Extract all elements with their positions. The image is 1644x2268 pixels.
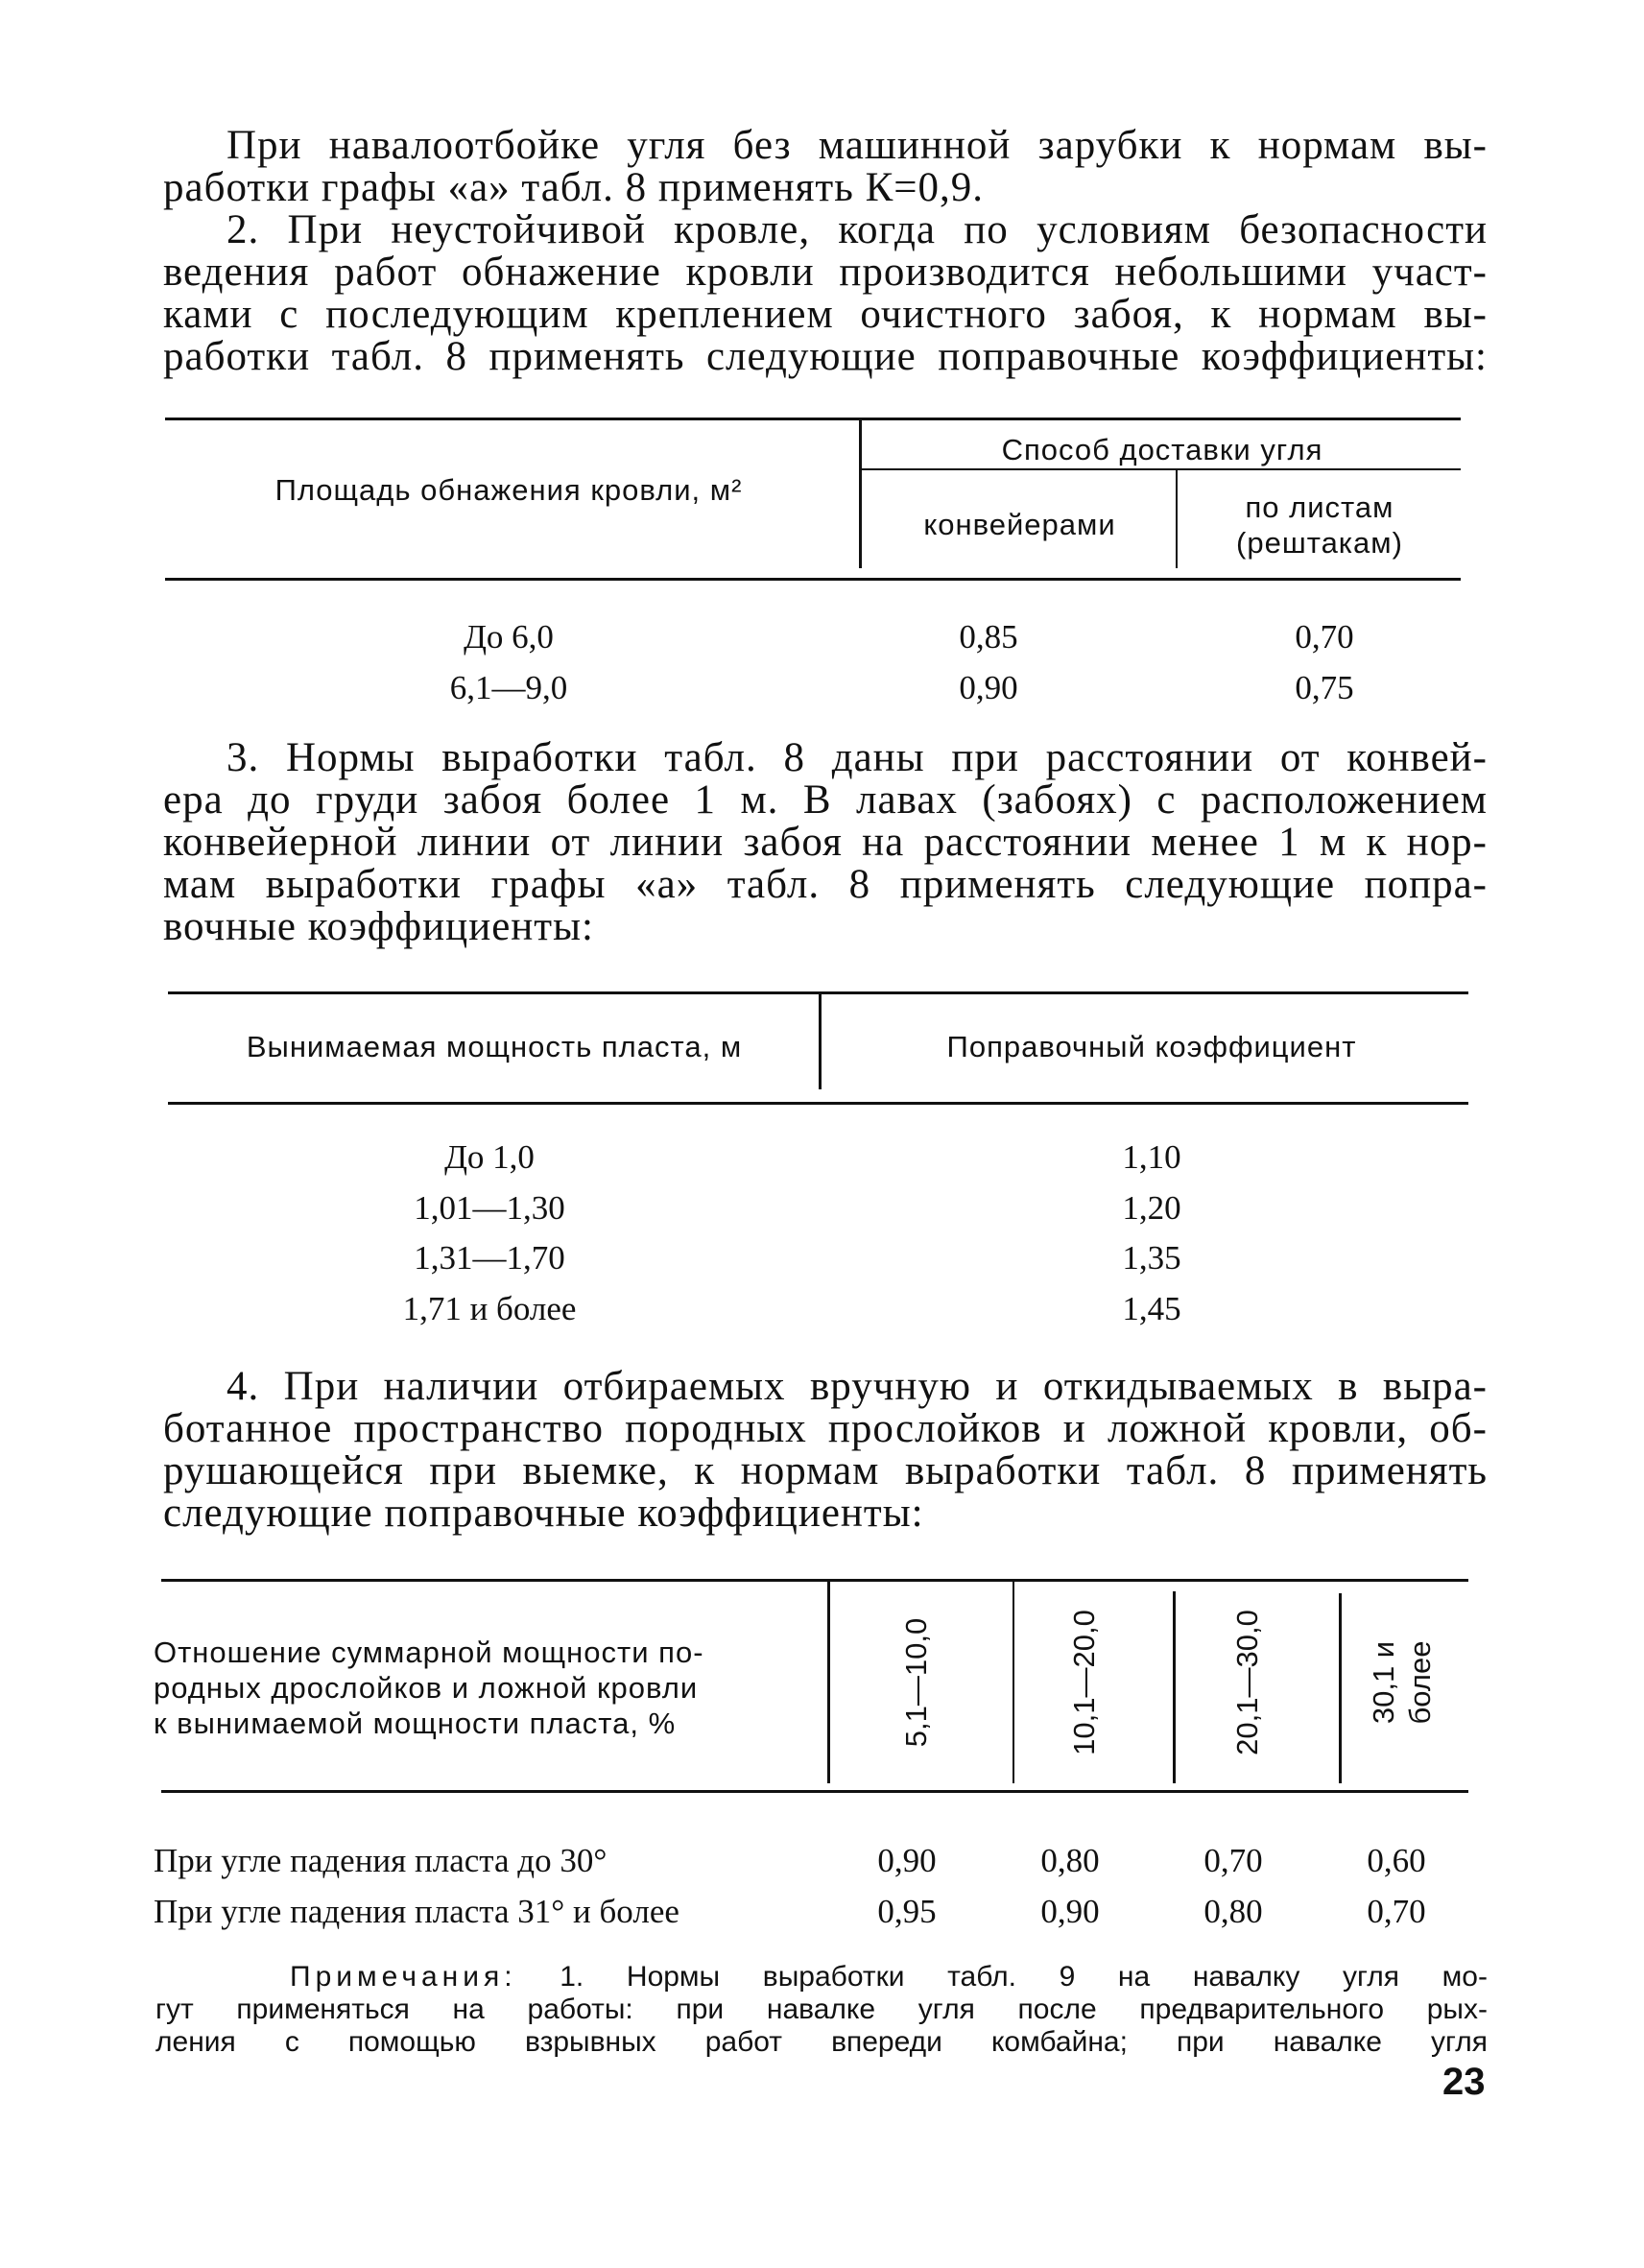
row-value: 0,90 [877, 1842, 937, 1879]
row-value: 1,45 [1122, 1290, 1181, 1327]
header-line: Отношение суммарной мощности по- [154, 1635, 704, 1669]
paragraph-2 [163, 209, 1488, 378]
row-label: 1,71 и более [402, 1290, 577, 1327]
column-header-vertical: 20,1—30,0 [1230, 1610, 1264, 1755]
text-line: 2. При неустойчивой кровле, когда по условиям безопасности [226, 207, 1488, 252]
row-label: 1,31—1,70 [414, 1239, 565, 1277]
page-number: 23 [1442, 2061, 1486, 2103]
row-value: 0,75 [1295, 669, 1354, 706]
notes-line: гут применяться на работы: при навалке угля после предварительного рых- [155, 1993, 1488, 2025]
text-line: 3. Нормы выработки табл. 8 даны при расстоянии от конвей- [226, 735, 1488, 780]
table-header-rule [165, 578, 1461, 581]
row-value: 0,80 [1040, 1842, 1100, 1879]
text-line: ера до груди забоя более 1 м. В лавах (забоях) с расположением [163, 777, 1488, 823]
row-label: При угле падения пласта до 30° [154, 1842, 608, 1879]
table-divider [827, 1582, 830, 1783]
text-line: ками с последующим креплением очистного забоя, к нормам вы- [163, 292, 1488, 337]
column-header-vertical: 30,1 и [1367, 1640, 1400, 1725]
group-header: Способ доставки угля [1001, 433, 1323, 466]
table-top-rule [161, 1579, 1468, 1582]
table-header-rule [161, 1790, 1468, 1793]
text-line: работки табл. 8 применять следующие поправочные коэффициенты: [163, 334, 1488, 379]
row-label: До 1,0 [444, 1138, 535, 1176]
row-value: 0,60 [1367, 1842, 1426, 1879]
notes-heading: Примечания: [290, 1961, 517, 1993]
notes-line [155, 1961, 1488, 1993]
row-value: 0,90 [959, 669, 1018, 706]
header-line: к вынимаемой мощности пласта, % [154, 1707, 677, 1740]
notes-text: 1. Нормы выработки табл. 9 на навалку угля мо- [560, 1961, 1488, 1993]
text-line: ведения работ обнажение кровли производится небольшими участ- [163, 250, 1488, 295]
row-value: 1,20 [1122, 1189, 1181, 1227]
row-value: 0,90 [1040, 1893, 1100, 1930]
row-label: 6,1—9,0 [449, 669, 568, 706]
sub-divider [1176, 470, 1178, 568]
row-value: 0,95 [877, 1893, 937, 1930]
row-value: 0,70 [1367, 1893, 1426, 1930]
table-top-rule [165, 418, 1461, 420]
text-line: работки графы «а» табл. 8 применять К=0,9. [163, 165, 985, 210]
group-rule [861, 468, 1461, 470]
column-header-vertical: 10,1—20,0 [1067, 1610, 1101, 1755]
table-divider [1339, 1593, 1342, 1783]
text-line: следующие поправочные коэффициенты: [163, 1491, 924, 1536]
row-value: 1,10 [1122, 1138, 1181, 1176]
column-header-vertical: 5,1—10,0 [899, 1617, 933, 1748]
row-value: 0,80 [1203, 1893, 1263, 1930]
table-divider [859, 419, 862, 568]
row-label: До 6,0 [464, 618, 554, 656]
column-header: Вынимаемая мощность пласта, м [246, 1030, 743, 1063]
column-header: Поправочный коэффициент [946, 1030, 1357, 1063]
header-line: родных дрослойков и ложной кровли [154, 1671, 699, 1705]
row-value: 1,35 [1122, 1239, 1181, 1277]
paragraph-4 [163, 1366, 1488, 1535]
row-value: 0,85 [959, 618, 1018, 656]
text-line: мам выработки графы «а» табл. 8 применять следующие попра- [163, 862, 1488, 907]
text-line: конвейерной линии от линии забоя на расстоянии менее 1 м к нор- [163, 820, 1488, 865]
row-value: 0,70 [1295, 618, 1354, 656]
table-header-rule [168, 1102, 1468, 1105]
table-divider [1173, 1591, 1176, 1783]
text-line: ботанное пространство породных прослойков и ложной кровли, об- [163, 1406, 1488, 1451]
text-line: рушающейся при выемке, к нормам выработки табл. 8 применять [163, 1448, 1488, 1493]
text-line: При навалоотбойке угля без машинной зарубки к нормам вы- [226, 123, 1488, 168]
sub-header-sheets-2: (рештакам) [1236, 526, 1403, 560]
row-value: 0,70 [1203, 1842, 1263, 1879]
table-divider [819, 993, 822, 1089]
table-divider [1013, 1582, 1014, 1783]
column-header-vertical: более [1403, 1640, 1437, 1725]
notes-line: ления с помощью взрывных работ впереди комбайна; при навалке угля [155, 2026, 1488, 2058]
notes [155, 1961, 1488, 2059]
row-label: При угле падения пласта 31° и более [154, 1893, 679, 1930]
column-header: Площадь обнажения кровли, м² [274, 473, 743, 507]
paragraph-3 [163, 737, 1488, 948]
text-line: вочные коэффициенты: [163, 904, 594, 949]
paragraph-1 [163, 125, 1488, 209]
sub-header-sheets: по листам [1245, 490, 1394, 524]
text-line: 4. При наличии отбираемых вручную и откидываемых в выра- [226, 1364, 1488, 1409]
sub-header-conveyors: конвейерами [923, 508, 1116, 541]
row-label: 1,01—1,30 [414, 1189, 565, 1227]
